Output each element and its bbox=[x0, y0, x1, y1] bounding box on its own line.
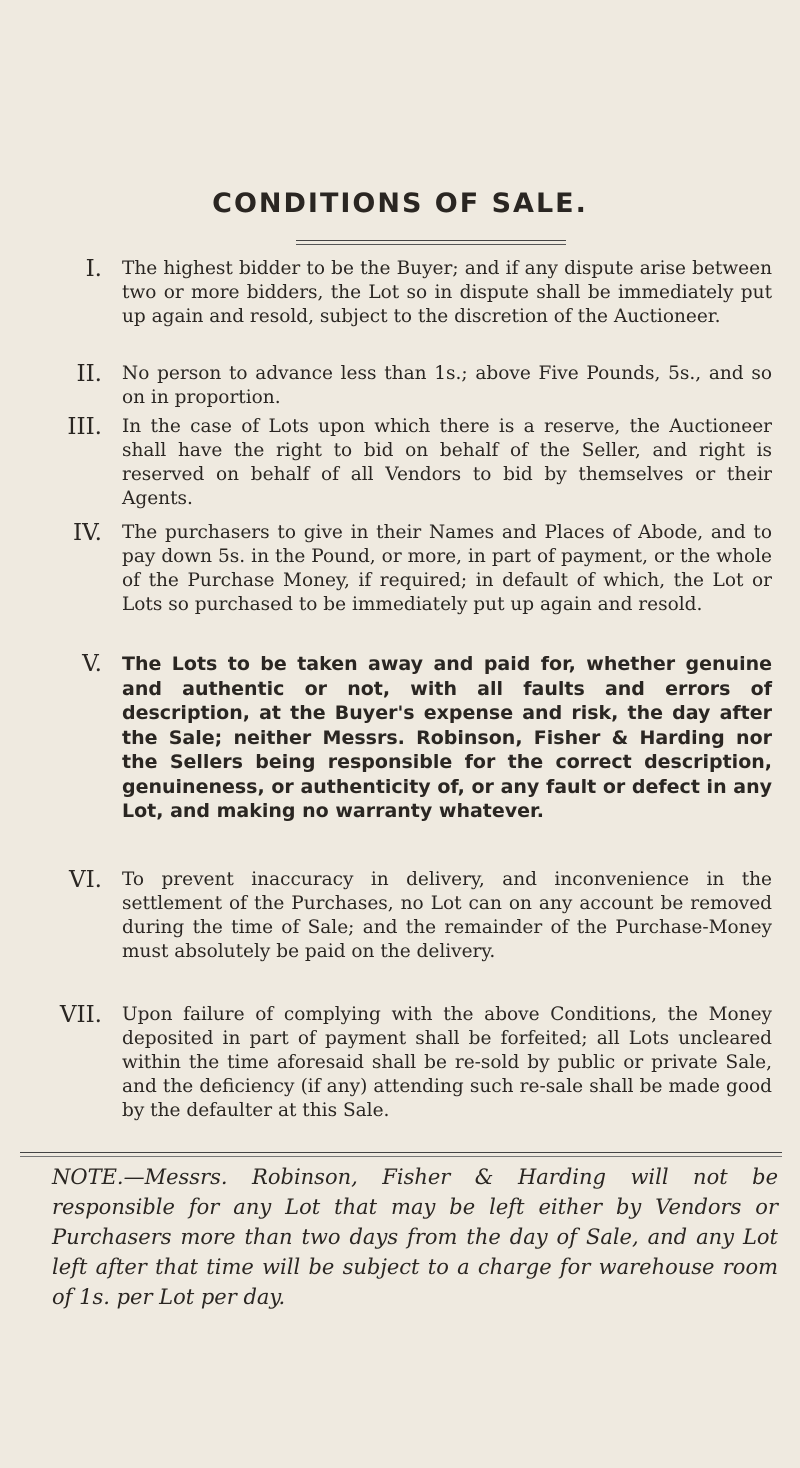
condition-numeral: I. bbox=[85, 256, 102, 282]
page-title: CONDITIONS OF SALE. bbox=[212, 188, 588, 219]
note-lead: NOTE.—Messrs. Robinson, Fisher & Harding bbox=[52, 1165, 606, 1189]
condition-text: No person to advance less than 1s.; above Five Pounds, 5s., and so on in proportion. bbox=[122, 363, 772, 408]
condition-numeral: III. bbox=[67, 414, 102, 440]
title-divider bbox=[296, 240, 566, 241]
condition-text: The Lots to be taken away and paid for, whether genuine and authentic or not, with all faults and errors of description, at the Buyer's expense and risk, the day after the Sale; neither Messrs. Robinson, Fisher & Harding nor the Sellers being responsible for the correct description, genuineness, or authenticity of, or any fault or defect in any Lot, and making no warranty whatever. bbox=[122, 653, 772, 822]
condition-text: In the case of Lots upon which there is a reserve, the Auctioneer shall have the right to bid on behalf of the Seller, and right is reserved on behalf of all Vendors to bid by themselves or their Agents. bbox=[122, 416, 772, 509]
condition-text: Upon failure of complying with the above Conditions, the Money deposited in part of payment shall be forfeited; all Lots uncleared within the time aforesaid shall be re-sold by public or private Sale, and the deficiency (if any) attending such re-sale shall be made good by the defaulter at this Sale. bbox=[122, 1004, 772, 1121]
condition-text: The highest bidder to be the Buyer; and if any dispute arise between two or more bidders, the Lot so in dispute shall be immediately put up again and resold, subject to the discretion of the Auctioneer. bbox=[122, 258, 772, 327]
note-divider bbox=[20, 1152, 782, 1153]
note-text: will not be responsible for any Lot that may be left either by Vendors or Purchasers more than two days from the day of Sale, and any Lot left after that time will be subject to a charge for warehouse room of 1s. per Lot per day. bbox=[52, 1165, 778, 1309]
condition-numeral: VII. bbox=[59, 1002, 102, 1028]
condition-numeral: II. bbox=[76, 361, 102, 387]
condition-numeral: IV. bbox=[73, 520, 102, 546]
note bbox=[52, 1162, 778, 1312]
condition-numeral: V. bbox=[82, 651, 102, 677]
condition-text: To prevent inaccuracy in delivery, and inconvenience in the settlement of the Purchases, no Lot can on any account be removed during the time of Sale; and the remainder of the Purchase-Money must absolutely be paid on the delivery. bbox=[122, 869, 772, 962]
condition-text: The purchasers to give in their Names and Places of Abode, and to pay down 5s. in the Pound, or more, in part of payment, or the whole of the Purchase Money, if required; in default of which, the Lot or Lots so purchased to be immediately put up again and resold. bbox=[122, 522, 772, 615]
condition-numeral: VI. bbox=[68, 867, 102, 893]
title-divider-secondary bbox=[296, 244, 566, 245]
note-divider-secondary bbox=[20, 1156, 782, 1157]
